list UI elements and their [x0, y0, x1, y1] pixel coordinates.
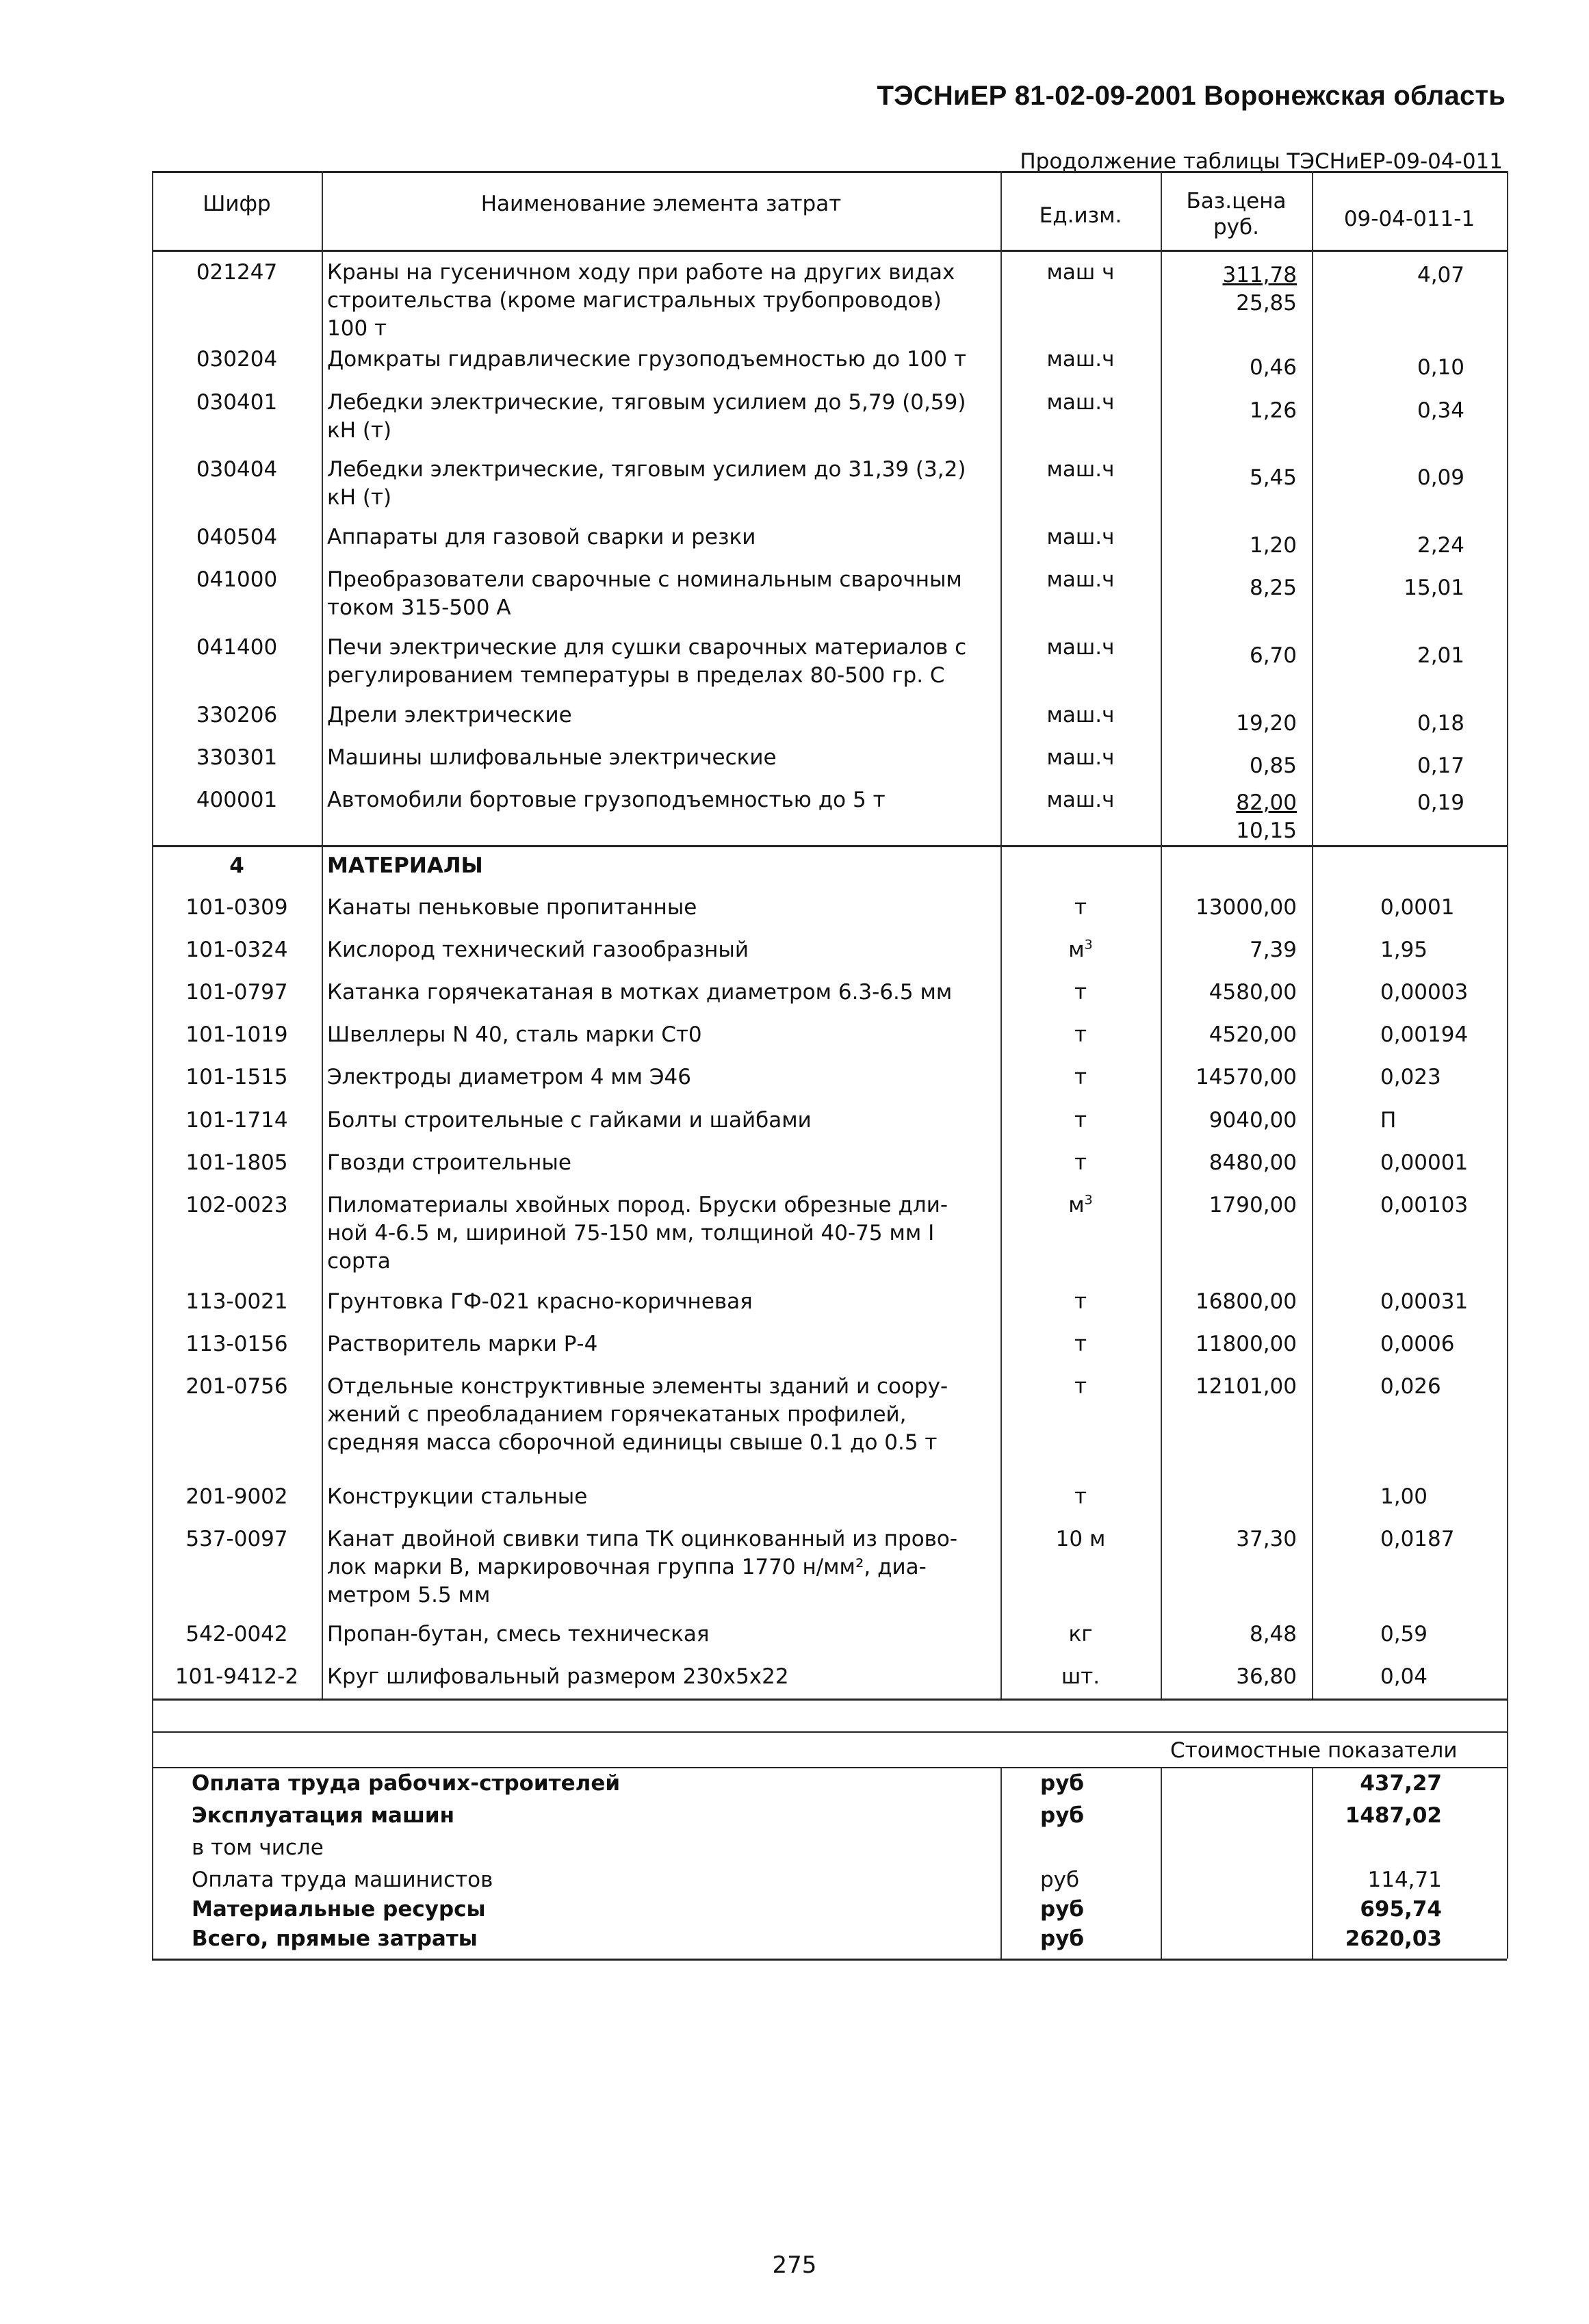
row-name-line: Кислород технический газообразный [327, 938, 749, 962]
header-price-line2: руб. [1213, 215, 1259, 240]
row-name-line: Преобразователи сварочные с номинальным сварочным [327, 567, 962, 592]
row-price: 13000,00 [1196, 895, 1297, 920]
summary-value: 1487,02 [1345, 1803, 1442, 1828]
row-name-line: кН (т) [327, 485, 392, 510]
row-code: 113-0021 [185, 1289, 288, 1314]
row-code: 101-1515 [185, 1065, 288, 1089]
header-norm: 09-04-011-1 [1343, 207, 1475, 231]
row-name-line: Автомобили бортовые грузоподъемностью до 5 т [327, 788, 886, 812]
row-norm: 0,00001 [1380, 1150, 1469, 1175]
row-code: 041000 [196, 567, 278, 592]
row-name-line: Краны на гусеничном ходу при работе на других видах [327, 260, 955, 285]
table-left-rule [152, 171, 153, 1959]
row-name-line: Пропан-бутан, смесь техническая [327, 1622, 710, 1647]
row-norm: 0,09 [1417, 465, 1464, 490]
row-name-line: Канат двойной свивки типа ТК оцинкованный из прово- [327, 1527, 958, 1551]
row-norm: 0,04 [1380, 1664, 1428, 1689]
row-norm: 0,0187 [1380, 1527, 1455, 1551]
row-unit: т [1074, 1332, 1087, 1356]
summary-value: 2620,03 [1345, 1926, 1442, 1951]
row-unit: $м^3$ [1068, 1192, 1093, 1217]
row-code: 101-1805 [185, 1150, 288, 1175]
header-bottom-rule [152, 250, 1507, 252]
summary-unit: руб [1040, 1926, 1085, 1951]
row-name-line: Катанка горячекатаная в мотках диаметром 6.3-6.5 мм [327, 980, 953, 1005]
column-rule-unit [1161, 171, 1162, 1699]
row-name-line: Канаты пеньковые пропитанные [327, 895, 697, 920]
row-price: 0,46 [1249, 355, 1297, 380]
row-code: 101-0309 [185, 895, 288, 920]
row-price: 6,70 [1249, 643, 1297, 668]
summary-label: Всего, прямые затраты [192, 1926, 478, 1951]
row-unit: маш.ч [1046, 567, 1115, 592]
row-norm: 0,34 [1417, 398, 1464, 423]
row-name-line: кН (т) [327, 418, 392, 443]
row-unit: маш ч [1046, 260, 1115, 285]
row-price: 12101,00 [1196, 1374, 1297, 1399]
table-continuation-note: Продолжение таблицы ТЭСНиЕР-09-04-011 [1020, 149, 1503, 174]
row-name-line: Круг шлифовальный размером 230х5х22 [327, 1664, 789, 1689]
summary-label: в том числе [192, 1835, 324, 1860]
row-name-line: метром 5.5 мм [327, 1583, 491, 1608]
row-name-line: жений с преобладанием горячекатаных профилей, [327, 1402, 907, 1427]
summary-inner-rule [152, 1731, 1507, 1733]
row-price: 9040,00 [1209, 1108, 1297, 1133]
row-name-line: Пиломатериалы хвойных пород. Бруски обрезные дли- [327, 1193, 948, 1217]
section-code: 4 [229, 853, 244, 878]
table-top-rule [152, 171, 1507, 173]
row-norm: 0,023 [1380, 1065, 1441, 1089]
column-rule-name [1000, 171, 1002, 1699]
row-name-line: строительства (кроме магистральных трубопроводов) [327, 288, 942, 313]
row-price: 16800,00 [1196, 1289, 1297, 1314]
cost-table [152, 171, 1507, 1964]
row-norm: 0,026 [1380, 1374, 1441, 1399]
row-code: 030401 [196, 390, 278, 415]
summary-caption: Стоимостные показатели [1170, 1738, 1458, 1763]
summary-unit: руб [1040, 1868, 1080, 1892]
document-header: ТЭСНиЕР 81-02-09-2001 Воронежская область [877, 81, 1506, 111]
row-name-line: Гвозди строительные [327, 1150, 571, 1175]
row-code: 101-0324 [185, 938, 288, 962]
header-code: Шифр [203, 192, 271, 216]
row-norm: 0,0001 [1380, 895, 1455, 920]
row-code: 537-0097 [185, 1527, 288, 1551]
summary-value: 114,71 [1367, 1868, 1442, 1892]
row-price: 82,00 [1236, 790, 1297, 815]
row-norm: 0,00103 [1380, 1193, 1469, 1217]
row-norm: 0,19 [1417, 790, 1464, 815]
row-name-line: Лебедки электрические, тяговым усилием до 5,79 (0,59) [327, 390, 966, 415]
row-code: 030404 [196, 457, 278, 482]
row-unit: т [1074, 1374, 1087, 1399]
summary-label: Оплата труда машинистов [192, 1868, 493, 1892]
row-norm: 0,10 [1417, 355, 1464, 380]
column-rule-code [322, 171, 323, 1699]
unit-superscript: 3 [1084, 937, 1093, 953]
row-unit: маш.ч [1046, 457, 1115, 482]
row-unit: т [1074, 1484, 1087, 1509]
row-norm: 0,17 [1417, 753, 1464, 778]
summary-rule-price [1161, 1767, 1162, 1959]
row-price: 19,20 [1236, 711, 1297, 736]
row-name-line: Аппараты для газовой сварки и резки [327, 525, 756, 550]
row-name-line: сорта [327, 1249, 391, 1274]
row-code: 113-0156 [185, 1332, 288, 1356]
row-code: 021247 [196, 260, 278, 285]
table-right-rule [1507, 171, 1508, 1959]
table-bottom-rule [152, 1959, 1507, 1961]
row-price-secondary: 10,15 [1236, 818, 1297, 843]
row-code: 201-9002 [185, 1484, 288, 1509]
row-price: 1,20 [1249, 533, 1297, 558]
row-unit: т [1074, 980, 1087, 1005]
row-price: 8,48 [1249, 1622, 1297, 1647]
row-code: 330301 [196, 745, 278, 770]
row-name-line: Конструкции стальные [327, 1484, 588, 1509]
row-norm: 2,24 [1417, 533, 1464, 558]
row-code: 542-0042 [185, 1622, 288, 1647]
row-unit: кг [1068, 1622, 1093, 1647]
row-code: 102-0023 [185, 1193, 288, 1217]
row-norm: 4,07 [1417, 263, 1464, 287]
header-price-line1: Баз.цена [1186, 189, 1287, 214]
row-price: 11800,00 [1196, 1332, 1297, 1356]
summary-value: 695,74 [1360, 1897, 1442, 1922]
row-price: 8,25 [1249, 576, 1297, 600]
row-price: 14570,00 [1196, 1065, 1297, 1089]
row-price-secondary: 25,85 [1236, 291, 1297, 315]
row-norm: 0,00031 [1380, 1289, 1469, 1314]
row-unit: т [1074, 1022, 1087, 1047]
row-unit: маш.ч [1046, 745, 1115, 770]
summary-unit: руб [1040, 1897, 1085, 1922]
row-name-line: Машины шлифовальные электрические [327, 745, 777, 770]
row-norm: 0,00194 [1380, 1022, 1469, 1047]
row-price: 1790,00 [1209, 1193, 1297, 1217]
row-price: 4580,00 [1209, 980, 1297, 1005]
row-code: 201-0756 [185, 1374, 288, 1399]
row-unit: т [1074, 1065, 1087, 1089]
row-unit: т [1074, 1150, 1087, 1175]
section-rule [152, 845, 1507, 847]
row-name-line: ной 4-6.5 м, шириной 75-150 мм, толщиной 40-75 мм I [327, 1221, 935, 1245]
row-name-line: током 315-500 А [327, 595, 511, 620]
row-price: 7,39 [1249, 938, 1297, 962]
row-price: 37,30 [1236, 1527, 1297, 1551]
row-unit: шт. [1061, 1664, 1100, 1689]
materials-bottom-rule [152, 1699, 1507, 1701]
unit-superscript: 3 [1084, 1192, 1093, 1208]
row-norm: 0,18 [1417, 711, 1464, 736]
row-norm: 1,95 [1380, 938, 1428, 962]
row-price: 1,26 [1249, 398, 1297, 423]
row-name-line: Дрели электрические [327, 703, 572, 727]
row-code: 101-9412-2 [175, 1664, 299, 1689]
row-code: 030204 [196, 347, 278, 372]
row-unit: маш.ч [1046, 347, 1115, 372]
row-name-line: 100 т [327, 316, 387, 341]
header-unit: Ед.изм. [1039, 203, 1122, 228]
row-price: 4520,00 [1209, 1022, 1297, 1047]
row-unit: т [1074, 895, 1087, 920]
page-number: 275 [772, 2251, 817, 2279]
row-name-line: Электроды диаметром 4 мм Э46 [327, 1065, 691, 1089]
row-unit: маш.ч [1046, 525, 1115, 550]
row-unit: маш.ч [1046, 390, 1115, 415]
row-price: 8480,00 [1209, 1150, 1297, 1175]
summary-unit: руб [1040, 1771, 1085, 1796]
row-price: 311,78 [1222, 263, 1297, 287]
row-unit: маш.ч [1046, 703, 1115, 727]
summary-value: 437,27 [1360, 1771, 1442, 1796]
row-code: 101-1019 [185, 1022, 288, 1047]
row-unit: 10 м [1055, 1527, 1106, 1551]
summary-label: Эксплуатация машин [192, 1803, 455, 1828]
summary-label: Материальные ресурсы [192, 1897, 486, 1922]
row-name-line: Болты строительные с гайками и шайбами [327, 1108, 812, 1133]
row-price: 0,85 [1249, 753, 1297, 778]
row-code: 400001 [196, 788, 278, 812]
row-name-line: Печи электрические для сушки сварочных материалов с [327, 635, 967, 660]
summary-label: Оплата труда рабочих-строителей [192, 1771, 621, 1796]
summary-rule-norm [1312, 1767, 1313, 1959]
row-unit: т [1074, 1289, 1087, 1314]
section-title: МАТЕРИАЛЫ [327, 853, 483, 878]
row-norm: П [1380, 1108, 1397, 1133]
row-unit: т [1074, 1108, 1087, 1133]
row-name-line: Швеллеры N 40, сталь марки Ст0 [327, 1022, 702, 1047]
row-unit: маш.ч [1046, 635, 1115, 660]
row-code: 330206 [196, 703, 278, 727]
summary-unit: руб [1040, 1803, 1085, 1828]
column-rule-price [1312, 171, 1313, 1699]
row-price: 36,80 [1236, 1664, 1297, 1689]
row-name-line: Лебедки электрические, тяговым усилием до 31,39 (3,2) [327, 457, 966, 482]
header-name: Наименование элемента затрат [480, 192, 842, 216]
row-name-line: средняя масса сборочной единицы свыше 0.1 до 0.5 т [327, 1430, 938, 1455]
row-name-line: Растворитель марки Р-4 [327, 1332, 598, 1356]
row-norm: 0,00003 [1380, 980, 1469, 1005]
row-norm: 1,00 [1380, 1484, 1428, 1509]
row-name-line: регулированием температуры в пределах 80-500 гр. С [327, 663, 945, 688]
row-name-line: Домкраты гидравлические грузоподъемностью до 100 т [327, 347, 967, 372]
summary-caption-rule [152, 1767, 1507, 1768]
row-norm: 0,59 [1380, 1622, 1428, 1647]
row-code: 041400 [196, 635, 278, 660]
row-code: 101-1714 [185, 1108, 288, 1133]
row-norm: 15,01 [1404, 576, 1464, 600]
row-name-line: Грунтовка ГФ-021 красно-коричневая [327, 1289, 753, 1314]
row-code: 101-0797 [185, 980, 288, 1005]
row-name-line: лок марки В, маркировочная группа 1770 н/мм², диа- [327, 1555, 927, 1579]
row-code: 040504 [196, 525, 278, 550]
row-name-line: Отдельные конструктивные элементы зданий и соору- [327, 1374, 948, 1399]
row-unit: маш.ч [1046, 788, 1115, 812]
row-price: 5,45 [1249, 465, 1297, 490]
summary-rule-unit [1000, 1767, 1002, 1959]
row-norm: 0,0006 [1380, 1332, 1455, 1356]
row-unit: $м^3$ [1068, 937, 1093, 962]
row-norm: 2,01 [1417, 643, 1464, 668]
